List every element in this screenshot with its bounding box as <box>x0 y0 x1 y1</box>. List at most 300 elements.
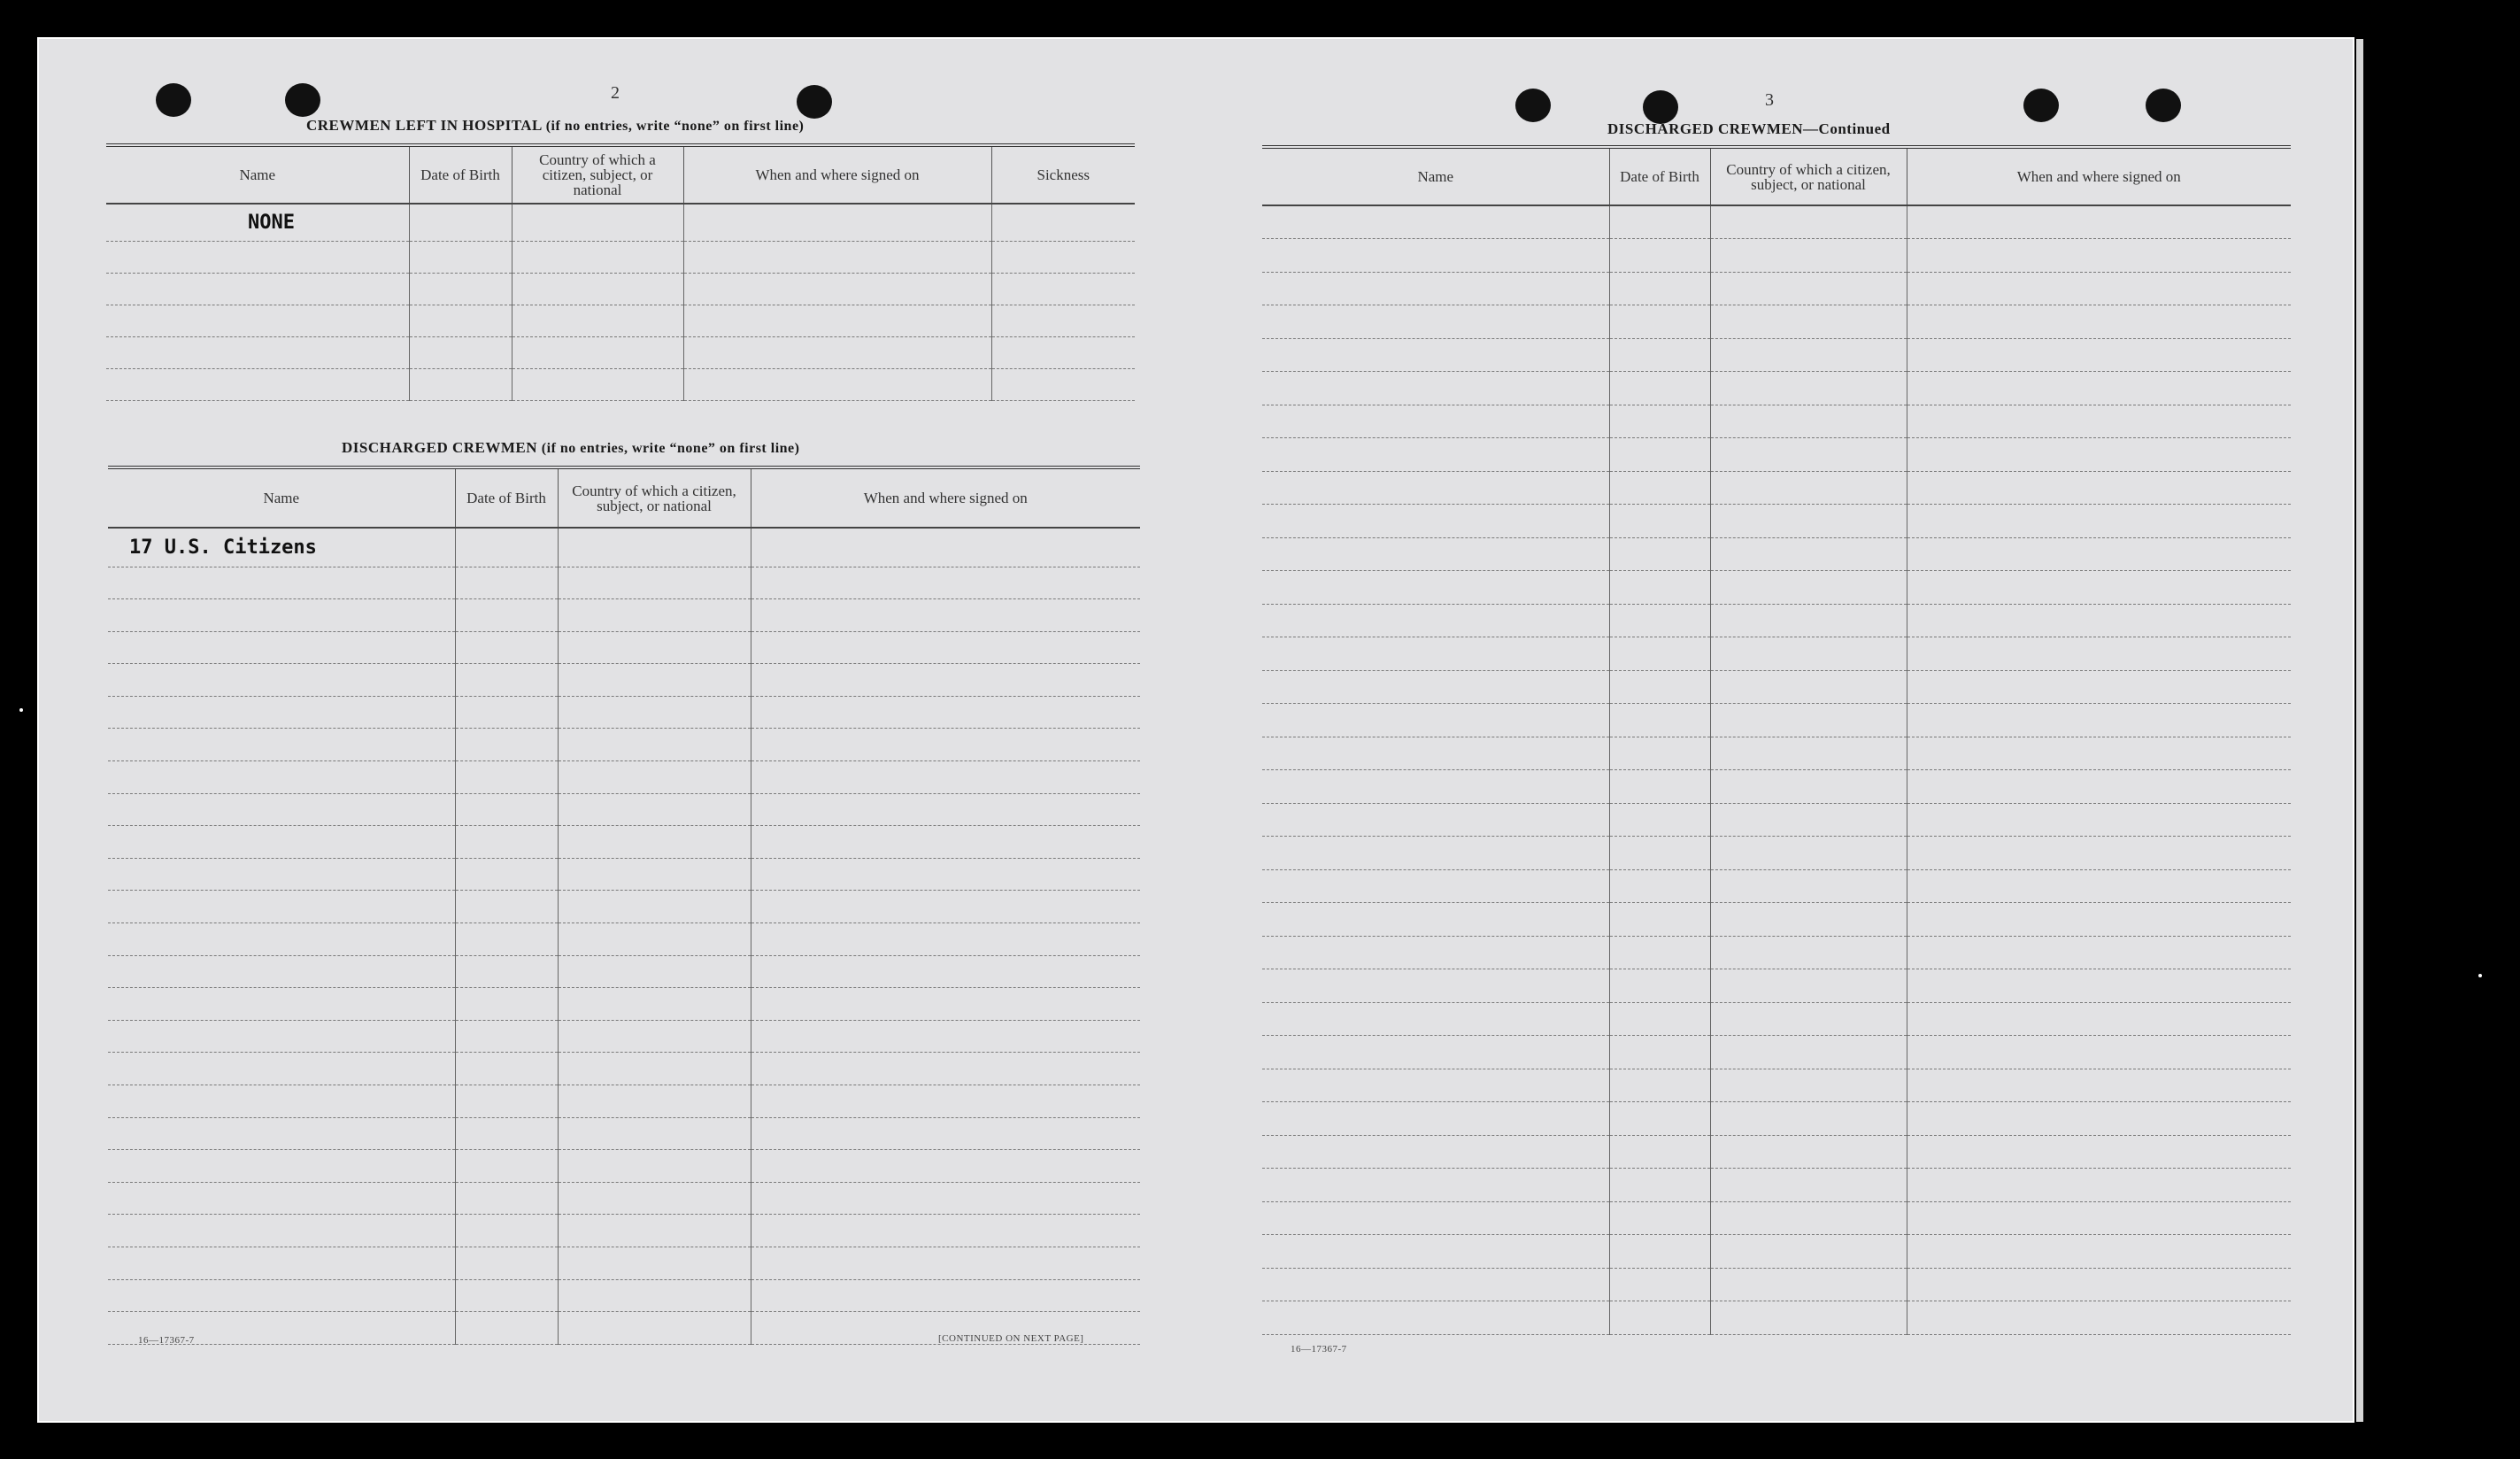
country-cell <box>558 1182 751 1215</box>
table-row <box>1262 1301 2291 1335</box>
signed-on-cell <box>1907 1135 2291 1169</box>
table-row <box>108 955 1140 988</box>
country-cell <box>558 988 751 1021</box>
date-of-birth-cell <box>1609 969 1710 1003</box>
table-row <box>106 305 1135 336</box>
country-cell <box>1710 1169 1907 1202</box>
country-cell <box>558 1247 751 1279</box>
table-row <box>1262 837 2291 870</box>
sickness-cell <box>991 368 1135 400</box>
punch-hole <box>156 83 191 117</box>
country-cell <box>1710 969 1907 1003</box>
date-of-birth-cell <box>455 631 558 664</box>
table-row <box>1262 1102 2291 1136</box>
signed-on-cell <box>1907 372 2291 405</box>
name-cell <box>1262 1169 1609 1202</box>
date-of-birth-cell <box>1609 837 1710 870</box>
name-cell <box>108 1215 455 1247</box>
name-cell <box>108 1182 455 1215</box>
country-cell <box>1710 405 1907 438</box>
date-of-birth-cell <box>455 988 558 1021</box>
signed-on-cell <box>1907 704 2291 737</box>
signed-on-cell <box>683 273 991 305</box>
date-of-birth-cell <box>455 1117 558 1150</box>
table-row <box>1262 604 2291 637</box>
name-cell <box>108 858 455 891</box>
signed-on-cell <box>751 567 1140 599</box>
table-row <box>1262 1268 2291 1301</box>
document-sheet <box>37 37 2354 1423</box>
name-cell <box>1262 704 1609 737</box>
country-cell <box>558 891 751 923</box>
name-cell <box>108 1053 455 1085</box>
signed-on-cell <box>1907 969 2291 1003</box>
signed-on-cell <box>751 761 1140 794</box>
signed-on-cell <box>1907 1235 2291 1269</box>
table-row <box>108 1182 1140 1215</box>
name-cell <box>108 761 455 794</box>
continued-note: [CONTINUED ON NEXT PAGE] <box>938 1333 1084 1344</box>
country-cell <box>558 567 751 599</box>
country-cell <box>512 336 683 368</box>
table-row <box>1262 1036 2291 1069</box>
name-cell <box>108 793 455 826</box>
signed-on-cell <box>751 891 1140 923</box>
name-cell <box>108 696 455 729</box>
date-of-birth-cell <box>1609 704 1710 737</box>
table-row <box>108 891 1140 923</box>
date-of-birth-cell <box>1609 803 1710 837</box>
name-cell <box>108 988 455 1021</box>
date-of-birth-cell <box>1609 1169 1710 1202</box>
date-of-birth-cell <box>409 204 512 241</box>
country-cell <box>512 241 683 273</box>
table-row <box>1262 1069 2291 1102</box>
name-cell <box>108 955 455 988</box>
table-row <box>1262 405 2291 438</box>
table-row <box>1262 903 2291 937</box>
form-number-left: 16—17367-7 <box>138 1335 195 1346</box>
country-cell <box>1710 670 1907 704</box>
name-cell <box>108 891 455 923</box>
column-header-country: Country of which a citizen, subject, or national <box>1710 149 1907 205</box>
country-cell <box>1710 869 1907 903</box>
table-row <box>106 368 1135 400</box>
country-cell <box>1710 537 1907 571</box>
sickness-cell <box>991 336 1135 368</box>
column-header-date-of-birth: Date of Birth <box>1609 149 1710 205</box>
table-row <box>1262 272 2291 305</box>
name-cell <box>1262 272 1609 305</box>
signed-on-cell <box>1907 338 2291 372</box>
country-cell <box>1710 338 1907 372</box>
table-row <box>1262 1169 2291 1202</box>
date-of-birth-cell <box>409 305 512 336</box>
name-cell <box>108 1117 455 1150</box>
signed-on-cell <box>1907 837 2291 870</box>
form-number-right: 16—17367-7 <box>1291 1344 1347 1355</box>
signed-on-cell <box>751 826 1140 859</box>
table-row <box>1262 936 2291 969</box>
country-cell <box>558 955 751 988</box>
name-cell <box>108 567 455 599</box>
signed-on-cell <box>751 528 1140 567</box>
date-of-birth-cell <box>1609 205 1710 239</box>
signed-on-cell <box>751 1053 1140 1085</box>
name-cell <box>108 1247 455 1279</box>
table-row <box>108 858 1140 891</box>
date-of-birth-cell <box>455 567 558 599</box>
sickness-cell <box>991 273 1135 305</box>
column-header-name: Name <box>1262 149 1609 205</box>
country-cell <box>558 1053 751 1085</box>
table-row <box>108 528 1140 567</box>
signed-on-cell <box>1907 305 2291 339</box>
country-cell <box>1710 505 1907 538</box>
sickness-cell <box>991 305 1135 336</box>
signed-on-cell <box>751 1215 1140 1247</box>
date-of-birth-cell <box>1609 537 1710 571</box>
country-cell <box>1710 1036 1907 1069</box>
date-of-birth-cell <box>455 891 558 923</box>
date-of-birth-cell <box>1609 505 1710 538</box>
signed-on-cell <box>751 988 1140 1021</box>
name-cell <box>1262 1069 1609 1102</box>
date-of-birth-cell <box>409 241 512 273</box>
country-cell <box>1710 438 1907 472</box>
name-cell <box>1262 637 1609 671</box>
name-cell <box>1262 1301 1609 1335</box>
date-of-birth-cell <box>455 1150 558 1183</box>
name-cell <box>1262 969 1609 1003</box>
country-cell <box>512 305 683 336</box>
name-cell <box>1262 837 1609 870</box>
column-header-signed-on: When and where signed on <box>751 469 1140 528</box>
signed-on-cell <box>1907 869 2291 903</box>
signed-on-cell <box>1907 936 2291 969</box>
country-cell <box>1710 571 1907 605</box>
discharged-section-title: DISCHARGED CREWMEN (if no entries, write “none” on first line) <box>342 439 800 456</box>
date-of-birth-cell <box>455 761 558 794</box>
country-cell <box>1710 239 1907 273</box>
country-cell <box>1710 704 1907 737</box>
country-cell <box>558 1020 751 1053</box>
country-cell <box>1710 903 1907 937</box>
date-of-birth-cell <box>1609 1235 1710 1269</box>
table-row <box>108 1117 1140 1150</box>
name-cell <box>1262 869 1609 903</box>
table-row <box>1262 1135 2291 1169</box>
signed-on-cell <box>751 955 1140 988</box>
date-of-birth-cell <box>455 696 558 729</box>
date-of-birth-cell <box>1609 305 1710 339</box>
name-cell: 17 U.S. Citizens <box>108 528 455 567</box>
signed-on-cell <box>683 241 991 273</box>
name-cell <box>1262 505 1609 538</box>
signed-on-cell <box>1907 272 2291 305</box>
date-of-birth-cell <box>455 1085 558 1118</box>
table-row <box>108 793 1140 826</box>
country-cell <box>1710 1002 1907 1036</box>
country-cell <box>558 1085 751 1118</box>
name-cell <box>1262 372 1609 405</box>
name-cell <box>108 1279 455 1312</box>
date-of-birth-cell <box>1609 637 1710 671</box>
punch-hole <box>1515 89 1551 122</box>
date-of-birth-cell <box>455 729 558 761</box>
country-cell <box>1710 1069 1907 1102</box>
country-cell <box>558 631 751 664</box>
signed-on-cell <box>751 793 1140 826</box>
column-header-sickness: Sickness <box>991 147 1135 204</box>
table-row <box>1262 1201 2291 1235</box>
date-of-birth-cell <box>455 1279 558 1312</box>
country-cell <box>558 761 751 794</box>
punch-hole <box>2023 89 2059 122</box>
country-cell <box>1710 1301 1907 1335</box>
hospital-section-title: CREWMEN LEFT IN HOSPITAL (if no entries, write “none” on first line) <box>306 117 805 134</box>
column-header-date-of-birth: Date of Birth <box>455 469 558 528</box>
signed-on-cell <box>1907 1201 2291 1235</box>
signed-on-cell <box>751 1247 1140 1279</box>
name-cell <box>106 305 409 336</box>
date-of-birth-cell <box>409 273 512 305</box>
country-cell <box>558 923 751 956</box>
table-row <box>108 729 1140 761</box>
country-cell <box>1710 803 1907 837</box>
page-edge <box>2356 39 2363 1422</box>
country-cell <box>512 204 683 241</box>
name-cell <box>108 826 455 859</box>
name-cell <box>1262 1002 1609 1036</box>
signed-on-cell <box>1907 571 2291 605</box>
name-cell <box>106 368 409 400</box>
country-cell <box>558 1279 751 1312</box>
name-cell <box>1262 1235 1609 1269</box>
country-cell <box>558 599 751 632</box>
name-cell <box>1262 338 1609 372</box>
date-of-birth-cell <box>455 1020 558 1053</box>
signed-on-cell <box>1907 903 2291 937</box>
table-row <box>1262 505 2291 538</box>
date-of-birth-cell <box>1609 869 1710 903</box>
table-row <box>106 241 1135 273</box>
speck <box>2478 974 2482 977</box>
date-of-birth-cell <box>1609 903 1710 937</box>
discharged-table <box>108 466 1140 1345</box>
table-row <box>108 1053 1140 1085</box>
table-row <box>1262 471 2291 505</box>
name-cell <box>1262 405 1609 438</box>
signed-on-cell <box>1907 637 2291 671</box>
signed-on-cell <box>751 729 1140 761</box>
table-row <box>108 1020 1140 1053</box>
column-header-country: Country of which a citizen, subject, or national <box>558 469 751 528</box>
punch-hole <box>2146 89 2181 122</box>
date-of-birth-cell <box>1609 936 1710 969</box>
signed-on-cell <box>1907 505 2291 538</box>
signed-on-cell <box>1907 1036 2291 1069</box>
date-of-birth-cell <box>1609 770 1710 804</box>
signed-on-cell <box>1907 1102 2291 1136</box>
table-row <box>106 204 1135 241</box>
date-of-birth-cell <box>1609 338 1710 372</box>
date-of-birth-cell <box>409 336 512 368</box>
date-of-birth-cell <box>1609 1268 1710 1301</box>
signed-on-cell <box>751 858 1140 891</box>
name-cell <box>1262 903 1609 937</box>
date-of-birth-cell <box>1609 737 1710 770</box>
signed-on-cell <box>683 368 991 400</box>
date-of-birth-cell <box>455 826 558 859</box>
signed-on-cell <box>751 1150 1140 1183</box>
column-header-signed-on: When and where signed on <box>683 147 991 204</box>
country-cell <box>558 793 751 826</box>
name-cell <box>108 729 455 761</box>
table-row <box>1262 637 2291 671</box>
signed-on-cell <box>751 696 1140 729</box>
name-cell <box>1262 571 1609 605</box>
table-row <box>108 1247 1140 1279</box>
punch-hole <box>285 83 320 117</box>
date-of-birth-cell <box>1609 372 1710 405</box>
table-row <box>1262 338 2291 372</box>
signed-on-cell <box>751 631 1140 664</box>
table-row <box>108 761 1140 794</box>
country-cell <box>512 273 683 305</box>
country-cell <box>1710 1235 1907 1269</box>
country-cell <box>1710 604 1907 637</box>
name-cell <box>1262 1036 1609 1069</box>
name-cell <box>108 599 455 632</box>
table-row <box>108 696 1140 729</box>
name-cell: NONE <box>106 204 409 241</box>
column-header-date-of-birth: Date of Birth <box>409 147 512 204</box>
signed-on-cell <box>751 1085 1140 1118</box>
date-of-birth-cell <box>455 793 558 826</box>
country-cell <box>1710 272 1907 305</box>
table-row <box>108 664 1140 697</box>
country-cell <box>1710 471 1907 505</box>
name-cell <box>1262 205 1609 239</box>
signed-on-cell <box>1907 670 2291 704</box>
table-row <box>108 1279 1140 1312</box>
date-of-birth-cell <box>409 368 512 400</box>
table-row <box>1262 670 2291 704</box>
column-header-country: Country of which a citizen, subject, or national <box>512 147 683 204</box>
table-row <box>106 336 1135 368</box>
date-of-birth-cell <box>1609 438 1710 472</box>
date-of-birth-cell <box>455 599 558 632</box>
column-header-signed-on: When and where signed on <box>1907 149 2291 205</box>
date-of-birth-cell <box>1609 571 1710 605</box>
country-cell <box>558 664 751 697</box>
speck <box>19 708 23 712</box>
date-of-birth-cell <box>1609 272 1710 305</box>
name-cell <box>1262 1102 1609 1136</box>
table-row <box>108 1085 1140 1118</box>
table-row <box>1262 969 2291 1003</box>
name-cell <box>1262 471 1609 505</box>
date-of-birth-cell <box>455 955 558 988</box>
name-cell <box>108 1150 455 1183</box>
column-header-name: Name <box>106 147 409 204</box>
column-header-name: Name <box>108 469 455 528</box>
table-row <box>1262 438 2291 472</box>
date-of-birth-cell <box>1609 1201 1710 1235</box>
signed-on-cell <box>751 923 1140 956</box>
page-number-left: 2 <box>611 83 620 103</box>
signed-on-cell <box>1907 438 2291 472</box>
country-cell <box>558 826 751 859</box>
country-cell <box>558 1312 751 1345</box>
date-of-birth-cell <box>455 664 558 697</box>
signed-on-cell <box>1907 537 2291 571</box>
date-of-birth-cell <box>1609 405 1710 438</box>
signed-on-cell <box>1907 737 2291 770</box>
date-of-birth-cell <box>1609 670 1710 704</box>
signed-on-cell <box>1907 471 2291 505</box>
signed-on-cell <box>683 305 991 336</box>
date-of-birth-cell <box>1609 1301 1710 1335</box>
country-cell <box>558 1117 751 1150</box>
punch-hole <box>797 85 832 119</box>
table-row <box>1262 869 2291 903</box>
signed-on-cell <box>751 1020 1140 1053</box>
table-row <box>108 1150 1140 1183</box>
table-row <box>1262 305 2291 339</box>
country-cell <box>512 368 683 400</box>
name-cell <box>108 923 455 956</box>
signed-on-cell <box>1907 239 2291 273</box>
discharged-continued-table <box>1262 145 2291 1335</box>
punch-hole <box>1643 90 1678 124</box>
signed-on-cell <box>1907 604 2291 637</box>
page-number-right: 3 <box>1765 90 1774 110</box>
name-cell <box>1262 670 1609 704</box>
date-of-birth-cell <box>1609 604 1710 637</box>
discharged-continued-title: DISCHARGED CREWMEN—Continued <box>1607 120 1891 137</box>
date-of-birth-cell <box>1609 1069 1710 1102</box>
date-of-birth-cell <box>455 528 558 567</box>
table-row <box>108 988 1140 1021</box>
signed-on-cell <box>1907 1301 2291 1335</box>
country-cell <box>558 696 751 729</box>
signed-on-cell <box>1907 803 2291 837</box>
signed-on-cell <box>751 599 1140 632</box>
name-cell <box>1262 803 1609 837</box>
country-cell <box>1710 936 1907 969</box>
table-row <box>1262 704 2291 737</box>
date-of-birth-cell <box>455 1182 558 1215</box>
country-cell <box>1710 1201 1907 1235</box>
signed-on-cell <box>1907 1268 2291 1301</box>
table-row <box>1262 803 2291 837</box>
sickness-cell <box>991 241 1135 273</box>
name-cell <box>106 273 409 305</box>
country-cell <box>558 858 751 891</box>
table-row <box>1262 205 2291 239</box>
signed-on-cell <box>683 336 991 368</box>
date-of-birth-cell <box>1609 1002 1710 1036</box>
table-row <box>108 923 1140 956</box>
signed-on-cell <box>751 1117 1140 1150</box>
table-row <box>108 631 1140 664</box>
table-row <box>108 826 1140 859</box>
name-cell <box>1262 1268 1609 1301</box>
table-row <box>1262 737 2291 770</box>
country-cell <box>558 1215 751 1247</box>
